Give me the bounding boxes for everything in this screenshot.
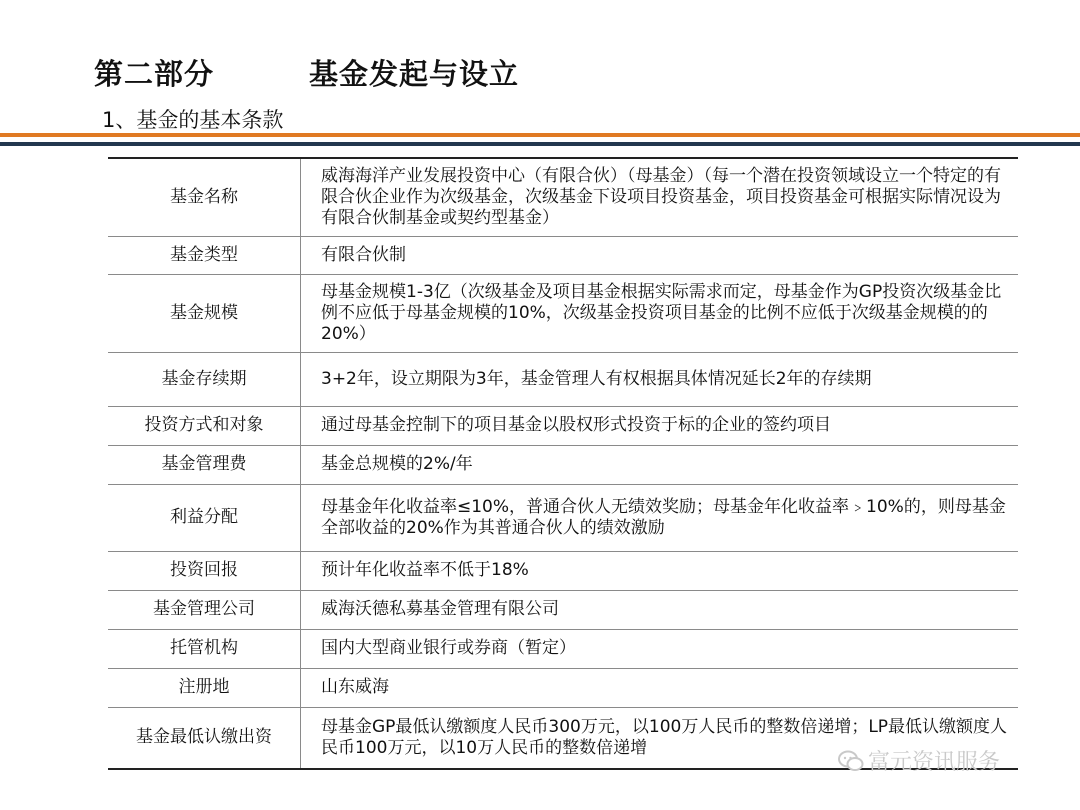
table-row	[108, 236, 1018, 274]
table-row	[108, 352, 1018, 406]
row-label: 基金最低认缴出资	[108, 707, 301, 769]
table-row	[108, 274, 1018, 352]
row-label: 基金存续期	[108, 352, 301, 406]
table-row	[108, 668, 1018, 707]
row-label: 投资方式和对象	[108, 406, 301, 445]
row-label: 投资回报	[108, 551, 301, 590]
row-label: 基金管理费	[108, 445, 301, 484]
row-value: 国内大型商业银行或券商（暂定）	[321, 638, 576, 658]
row-label: 利益分配	[108, 484, 301, 551]
row-label: 基金规模	[108, 274, 301, 352]
section-subtitle: 1、基金的基本条款	[102, 108, 284, 132]
row-value: 3+2年，设立期限为3年，基金管理人有权根据具体情况延长2年的存续期	[321, 368, 872, 389]
table-row	[108, 406, 1018, 445]
section-title: 基金发起与设立	[309, 57, 520, 91]
row-label: 基金管理公司	[108, 590, 301, 629]
fund-terms-table	[108, 157, 1018, 770]
table-row	[108, 158, 1018, 236]
row-value: 母基金年化收益率≤10%，普通合伙人无绩效奖励；母基金年化收益率﹥10%的，则母基金全部收益的20%作为其普通合伙人的绩效激励	[321, 496, 1006, 538]
orange-divider	[0, 133, 1080, 137]
row-value: 预计年化收益率不低于18%	[321, 560, 529, 580]
row-value: 威海海洋产业发展投资中心（有限合伙）（母基金）（每一个潜在投资领域设立一个特定的有限合伙企业作为次级基金，次级基金下设项目投资基金，项目投资基金可根据实际情况设为有限合伙制基金或契约型基金）	[321, 165, 1001, 228]
table-row	[108, 590, 1018, 629]
page-title	[94, 52, 520, 93]
row-value: 威海沃德私募基金管理有限公司	[321, 599, 559, 619]
row-value: 有限合伙制	[321, 244, 406, 265]
row-value: 山东威海	[321, 677, 389, 697]
table-row	[108, 484, 1018, 551]
row-value: 基金总规模的2%/年	[321, 454, 473, 474]
wechat-icon	[838, 750, 864, 772]
row-label: 基金名称	[108, 158, 301, 236]
row-label: 托管机构	[108, 629, 301, 668]
table-row	[108, 551, 1018, 590]
watermark-text: 富元资讯服务	[868, 750, 1001, 775]
row-value: 通过母基金控制下的项目基金以股权形式投资于标的企业的签约项目	[321, 415, 831, 435]
row-label: 基金类型	[108, 236, 301, 274]
table-row	[108, 445, 1018, 484]
row-label: 注册地	[108, 668, 301, 707]
navy-divider	[0, 142, 1080, 146]
part-label: 第二部分	[94, 57, 215, 91]
row-value: 母基金规模1-3亿（次级基金及项目基金根据实际需求而定，母基金作为GP投资次级基金比例不应低于母基金规模的10%，次级基金投资项目基金的比例不应低于次级基金规模的的20%）	[321, 281, 1002, 344]
table-row	[108, 629, 1018, 668]
row-value: 母基金GP最低认缴额度人民币300万元，以100万人民币的整数倍递增；LP最低认缴额度人民币100万元，以10万人民币的整数倍递增	[321, 716, 1008, 758]
watermark	[838, 745, 1000, 776]
